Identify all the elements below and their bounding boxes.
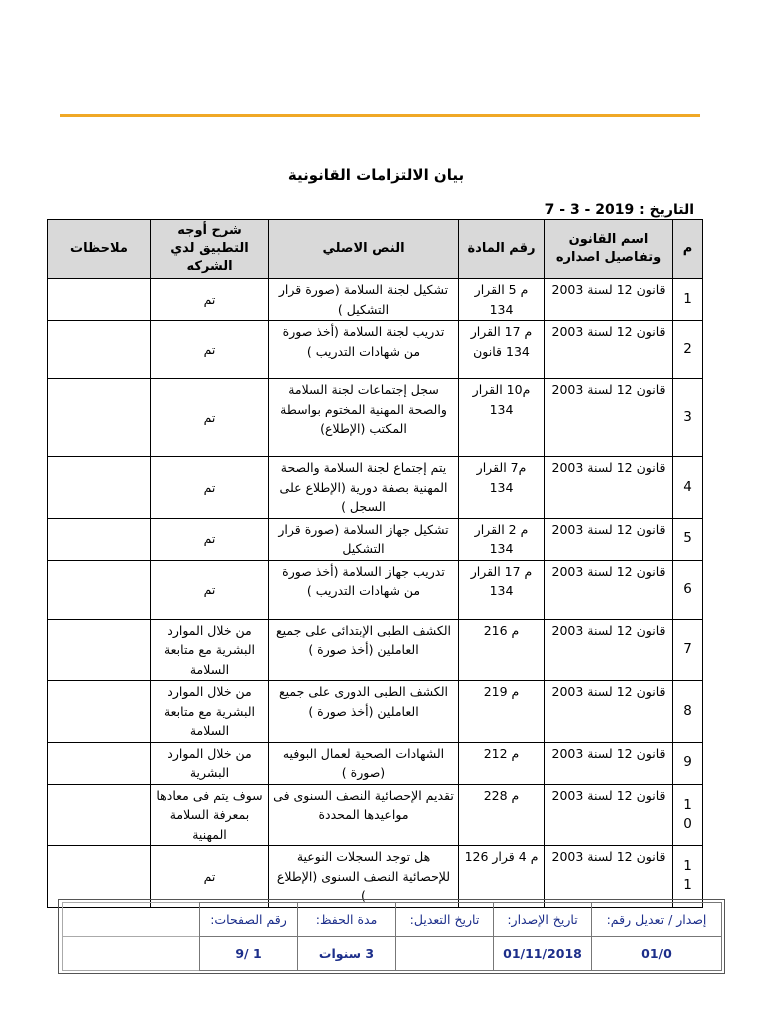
row-index: 3 [673, 379, 703, 457]
row-index: 10 [673, 784, 703, 846]
row-law: قانون 12 لسنة 2003 [545, 742, 673, 784]
header-original-text: النص الاصلي [269, 220, 459, 279]
row-application: من خلال الموارد البشرية مع متابعة السلامة [151, 619, 269, 681]
row-original-text: تقديم الإحصائية النصف السنوى فى مواعيدها المحددة [269, 784, 459, 846]
row-notes [48, 279, 151, 321]
row-application: تم [151, 379, 269, 457]
header-law: اسم القانون وتفاصيل اصداره [545, 220, 673, 279]
table-row [48, 681, 703, 743]
row-notes [48, 457, 151, 519]
table-row [48, 784, 703, 846]
row-article: م7 القرار 134 [459, 457, 545, 519]
row-index: 4 [673, 457, 703, 519]
row-notes [48, 784, 151, 846]
date-label: التاريخ : [639, 202, 694, 218]
document-title: بيان الالتزامات القانونية [287, 166, 465, 184]
row-application: تم [151, 560, 269, 619]
document-date [545, 202, 694, 218]
footer-blank-2 [63, 937, 200, 971]
row-law: قانون 12 لسنة 2003 [545, 457, 673, 519]
row-article: م 17 القرار 134 [459, 560, 545, 619]
retention-value: 3 سنوات [298, 937, 396, 971]
table-row [48, 742, 703, 784]
row-application: سوف يتم فى معادها بمعرفة السلامة المهنية [151, 784, 269, 846]
row-notes [48, 379, 151, 457]
row-application: تم [151, 279, 269, 321]
table-row [48, 379, 703, 457]
row-article: م 216 [459, 619, 545, 681]
issue-date-label: تاريخ الإصدار: [494, 903, 592, 937]
table-row [48, 560, 703, 619]
row-index: 6 [673, 560, 703, 619]
footer-table [62, 902, 722, 971]
row-article: م 2 القرار 134 [459, 518, 545, 560]
row-law: قانون 12 لسنة 2003 [545, 321, 673, 379]
row-original-text: سجل إجتماعات لجنة السلامة والصحة المهنية المختوم بواسطة المكتب (الإطلاع) [269, 379, 459, 457]
issue-label: إصدار / تعديل رقم: [592, 903, 722, 937]
modify-date-label: تاريخ التعديل: [396, 903, 494, 937]
row-original-text: يتم إجتماع لجنة السلامة والصحة المهنية بصفة دورية (الإطلاع على السجل ) [269, 457, 459, 519]
row-article: م 4 قرار 126 [459, 846, 545, 908]
row-notes [48, 619, 151, 681]
row-index: 1 [673, 279, 703, 321]
row-law: قانون 12 لسنة 2003 [545, 279, 673, 321]
header-article: رقم المادة [459, 220, 545, 279]
row-law: قانون 12 لسنة 2003 [545, 784, 673, 846]
row-notes [48, 321, 151, 379]
row-application: تم [151, 518, 269, 560]
row-original-text: تشكيل لجنة السلامة (صورة قرار التشكيل ) [269, 279, 459, 321]
retention-label: مدة الحفظ: [298, 903, 396, 937]
row-article: م 5 القرار 134 [459, 279, 545, 321]
row-notes [48, 742, 151, 784]
table-row [48, 518, 703, 560]
table-row [48, 619, 703, 681]
row-original-text: هل توجد السجلات النوعية للإحصائية النصف السنوى (الإطلاع ) [269, 846, 459, 908]
row-application: تم [151, 846, 269, 908]
row-law: قانون 12 لسنة 2003 [545, 846, 673, 908]
header-divider [60, 114, 700, 117]
row-law: قانون 12 لسنة 2003 [545, 681, 673, 743]
row-notes [48, 518, 151, 560]
table-row [48, 846, 703, 908]
row-application: تم [151, 457, 269, 519]
row-article: م 219 [459, 681, 545, 743]
row-article: م 212 [459, 742, 545, 784]
row-index: 11 [673, 846, 703, 908]
row-notes [48, 846, 151, 908]
document-footer [58, 899, 725, 974]
row-index: 8 [673, 681, 703, 743]
row-index: 5 [673, 518, 703, 560]
obligations-table [47, 219, 703, 908]
row-law: قانون 12 لسنة 2003 [545, 518, 673, 560]
row-law: قانون 12 لسنة 2003 [545, 379, 673, 457]
row-original-text: الكشف الطبى الدورى على جميع العاملين (أخذ صورة ) [269, 681, 459, 743]
table-row [48, 457, 703, 519]
row-application: من خلال الموارد البشرية [151, 742, 269, 784]
row-index: 2 [673, 321, 703, 379]
issue-date-value: 01/11/2018 [494, 937, 592, 971]
row-original-text: الكشف الطبى الإبتدائى على جميع العاملين (أخذ صورة ) [269, 619, 459, 681]
modify-date-value [396, 937, 494, 971]
header-notes: ملاحظات [48, 220, 151, 279]
row-article: م 17 القرار 134 قانون [459, 321, 545, 379]
pages-label: رقم الصفحات: [200, 903, 298, 937]
issue-value: 01/0 [592, 937, 722, 971]
row-notes [48, 681, 151, 743]
row-notes [48, 560, 151, 619]
row-article: م10 القرار 134 [459, 379, 545, 457]
pages-value: 1 /9 [200, 937, 298, 971]
footer-blank [63, 903, 200, 937]
row-application: تم [151, 321, 269, 379]
row-law: قانون 12 لسنة 2003 [545, 560, 673, 619]
row-original-text: تدريب لجنة السلامة (أخذ صورة من شهادات التدريب ) [269, 321, 459, 379]
row-original-text: تدريب جهاز السلامة (أخذ صورة من شهادات التدريب ) [269, 560, 459, 619]
row-original-text: تشكيل جهاز السلامة (صورة قرار التشكيل [269, 518, 459, 560]
header-application: شرح أوجه التطبيق لدي الشركه [151, 220, 269, 279]
row-index: 7 [673, 619, 703, 681]
row-application: من خلال الموارد البشرية مع متابعة السلامة [151, 681, 269, 743]
row-law: قانون 12 لسنة 2003 [545, 619, 673, 681]
table-row [48, 279, 703, 321]
row-index: 9 [673, 742, 703, 784]
row-article: م 228 [459, 784, 545, 846]
table-row [48, 321, 703, 379]
row-original-text: الشهادات الصحية لعمال البوفيه (صورة ) [269, 742, 459, 784]
header-index: م [673, 220, 703, 279]
date-value: 7 - 3 - 2019 [544, 202, 635, 218]
